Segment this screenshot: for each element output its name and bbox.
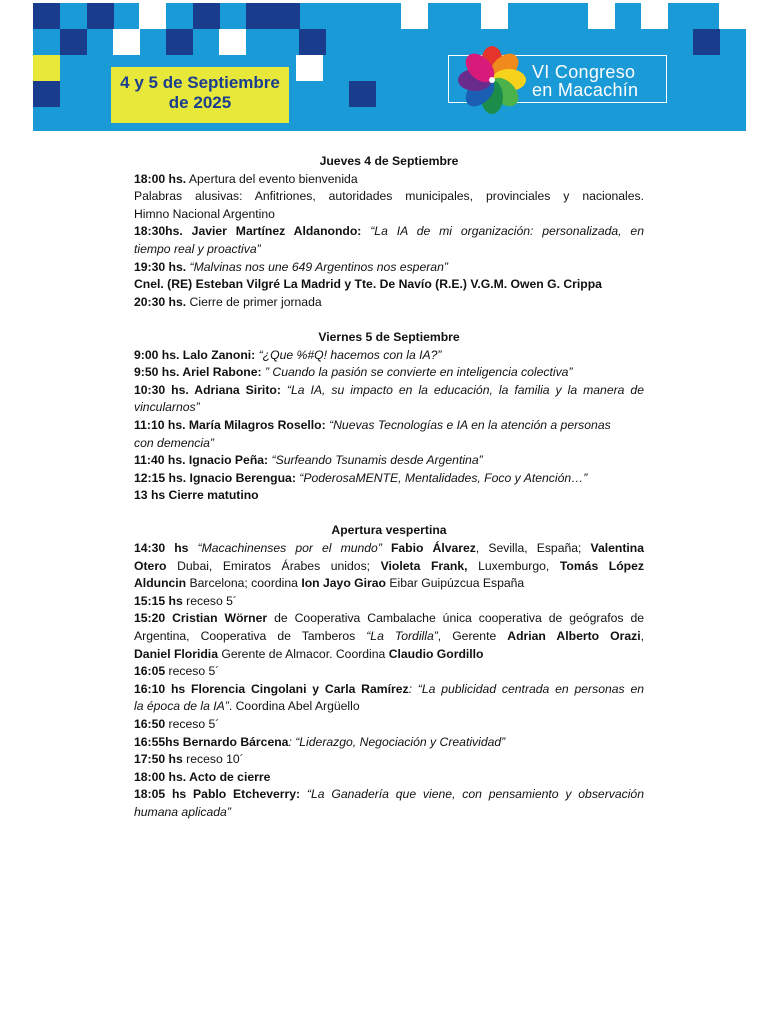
decor-square: [60, 29, 87, 55]
program-line: [134, 646, 644, 664]
speaker: 9:50 hs. Ariel Rabone:: [134, 365, 262, 380]
speaker: Adrian Alberto Orazi: [507, 629, 641, 644]
program-line: [134, 558, 644, 576]
program-line: [134, 734, 644, 752]
program-line: [134, 628, 644, 646]
speaker: Cnel. (RE) Esteban Vilgré La Madrid y Tte. De Navío (R.E.) V.G.M. Owen G. Crippa: [134, 277, 602, 292]
text: de Cooperativa Cambalache única cooperativa de geógrafos de: [267, 611, 645, 626]
speaker: Alduncin: [134, 576, 187, 591]
talk-title: la época de la IA”: [134, 699, 229, 714]
program-line: [134, 575, 644, 593]
program-line: [134, 417, 644, 435]
speaker: Tomás López: [559, 558, 645, 573]
text: ,: [640, 629, 644, 644]
program-line: [134, 259, 644, 277]
program-line: [134, 593, 644, 611]
decor-square: [349, 81, 376, 107]
flower-logo-icon: [451, 39, 533, 121]
talk-title: vincularnos”: [134, 400, 200, 415]
program-line: [134, 347, 644, 365]
time: 16:05: [134, 664, 166, 679]
text: receso 10´: [182, 752, 244, 767]
program-line: [134, 382, 644, 400]
text: Apertura del evento bienvenida: [186, 171, 358, 186]
speaker: 16:55hs Bernardo Bárcena: [134, 734, 289, 749]
text: , Sevilla, España;: [475, 541, 591, 556]
decor-square: [33, 55, 60, 81]
program-line: [134, 206, 644, 224]
text: receso 5´: [165, 664, 220, 679]
decor-square: [273, 3, 300, 29]
talk-title: : “La publicidad centrada en personas en: [408, 681, 644, 696]
header-banner: [33, 3, 746, 131]
text: Palabras alusivas: Anfitriones, autoridades municipales, provinciales y nacionales.: [134, 189, 644, 204]
program-line: [134, 470, 644, 488]
speaker: Violeta Frank,: [380, 558, 468, 573]
talk-title: : “Liderazgo, Negociación y Creatividad”: [288, 734, 506, 749]
decor-square: [719, 3, 746, 29]
text: Argentina, Cooperativa de Tamberos: [134, 629, 367, 644]
decor-square: [113, 29, 140, 55]
speaker: 16:10 hs Florencia Cingolani y Carla Ramírez: [134, 681, 409, 696]
speaker: 15:20 Cristian Wörner: [134, 611, 268, 626]
text: Barcelona; coordina: [186, 576, 302, 591]
day1-heading: Jueves 4 de Septiembre: [319, 154, 459, 168]
program-line: [134, 786, 644, 804]
program-line: [134, 681, 644, 699]
text: . Coordina Abel Argüello: [228, 699, 360, 714]
speaker: 11:10 hs. María Milagros Rosello:: [134, 417, 326, 432]
text: Gerente de Almacor. Coordina: [217, 646, 389, 661]
decor-square: [139, 3, 166, 29]
talk-title: “La Ganadería que viene, con pensamiento y observación: [300, 787, 644, 802]
program-line: [134, 487, 644, 505]
program-line: [134, 364, 644, 382]
speaker: 10:30 hs. Adriana Sirito:: [134, 382, 281, 397]
talk-title: tiempo real y proactiva”: [134, 241, 261, 256]
speaker: 18:05 hs Pablo Etcheverry:: [134, 787, 301, 802]
event-date: [111, 73, 289, 113]
talk-title: “Malvinas nos une 649 Argentinos nos esperan”: [186, 259, 448, 274]
time: 15:15 hs: [134, 593, 183, 608]
time: 19:30 hs.: [134, 259, 187, 274]
talk-title: “¿Que %#Q! hacemos con la IA?”: [255, 347, 442, 362]
speaker: 12:15 hs. Ignacio Berengua:: [134, 470, 296, 485]
logo-text-line2: en Macachín: [532, 80, 639, 100]
talk-title: “La IA de mi organización: personalizada, en: [361, 224, 644, 239]
time: 18:00 hs.: [134, 171, 187, 186]
decor-square: [87, 3, 114, 29]
program-line: [134, 435, 644, 453]
speaker: Ion Jayo Girao: [301, 576, 386, 591]
speaker: 11:40 hs. Ignacio Peña:: [134, 453, 269, 468]
decor-square: [296, 55, 323, 81]
talk-title: “Macachinenses por el mundo”: [188, 541, 382, 556]
program-line: [134, 663, 644, 681]
talk-title: “PoderosaMENTE, Mentalidades, Foco y Atención…”: [295, 470, 588, 485]
program-line: [134, 698, 644, 716]
decor-square: [299, 29, 326, 55]
speaker: Valentina: [590, 541, 644, 556]
speaker: 9:00 hs. Lalo Zanoni:: [134, 347, 256, 362]
text: Dubai, Emiratos Árabes unidos;: [166, 558, 381, 573]
afternoon-heading: Apertura vespertina: [331, 523, 447, 538]
decor-square: [401, 3, 428, 29]
event-date-line1: 4 y 5 de Septiembre: [120, 73, 280, 92]
text: receso 5´: [165, 717, 220, 731]
text: receso 5´: [182, 593, 237, 608]
talk-title: con demencia”: [134, 435, 214, 450]
time: 16:50: [134, 717, 166, 731]
decor-square: [588, 3, 615, 29]
program-line: [134, 769, 644, 787]
decor-square: [246, 3, 273, 29]
speaker: Claudio Gordillo: [388, 646, 484, 661]
day2-heading: Viernes 5 de Septiembre: [318, 329, 460, 344]
text: Luxemburgo,: [467, 558, 560, 573]
program-line: [134, 171, 644, 189]
talk-title: “Nuevas Tecnologías e IA en la atención a personas: [325, 417, 611, 432]
logo-text: [532, 63, 638, 99]
program-line: [134, 452, 644, 470]
decor-square: [641, 3, 668, 29]
program-line: [134, 751, 644, 769]
talk-title: “La Tordilla”: [366, 629, 438, 644]
talk-title: “Surfeando Tsunamis desde Argentina”: [268, 453, 483, 468]
program-line: [134, 399, 644, 417]
talk-title: ” Cuando la pasión se convierte en inteligencia colectiva”: [261, 365, 573, 380]
text: Cierre de primer jornada: [186, 294, 322, 309]
decor-square: [193, 3, 220, 29]
text: Himno Nacional Argentino: [134, 206, 275, 221]
program-line: [134, 188, 644, 206]
time: 17:50 hs: [134, 752, 183, 767]
program-document: [134, 153, 644, 822]
text: 18:00 hs. Acto de cierre: [134, 769, 271, 784]
text: Eibar Guipúzcua España: [386, 576, 525, 591]
text: 13 hs Cierre matutino: [134, 488, 259, 503]
decor-square: [33, 81, 60, 107]
talk-title: “La IA, su impacto en la educación, la familia y la manera de: [280, 382, 644, 397]
speaker: Otero: [134, 558, 167, 573]
talk-title: humana aplicada”: [134, 804, 231, 819]
decor-square: [219, 29, 246, 55]
time: 14:30 hs: [134, 541, 189, 556]
speaker: Fabio Álvarez: [381, 541, 476, 556]
program-line: [134, 294, 644, 312]
logo-text-line1: VI Congreso: [532, 62, 636, 82]
program-line: [134, 716, 644, 734]
event-date-line2: de 2025: [168, 93, 232, 112]
program-line: [134, 276, 644, 294]
time: 20:30 hs.: [134, 294, 187, 309]
program-line: [134, 804, 644, 822]
decor-square: [166, 29, 193, 55]
program-line: [134, 610, 644, 628]
decor-square: [33, 3, 60, 29]
decor-square: [693, 29, 720, 55]
program-line: [134, 540, 644, 558]
speaker: Daniel Floridia: [134, 646, 218, 661]
speaker: 18:30hs. Javier Martínez Aldanondo:: [134, 224, 362, 239]
program-line: [134, 241, 644, 259]
decor-square: [481, 3, 508, 29]
text: , Gerente: [437, 629, 508, 644]
program-line: [134, 223, 644, 241]
